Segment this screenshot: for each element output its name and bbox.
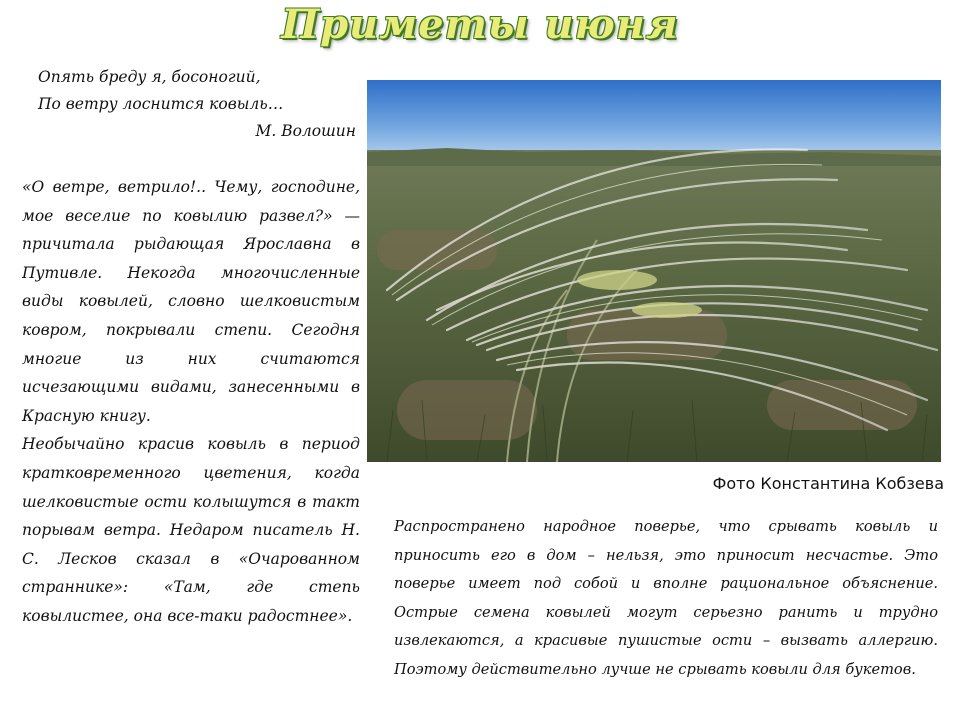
main-paragraph-1: «О ветре, ветрило!.. Чему, господине, мое веселие по ковылию развел?» — причитала рыдающая Ярославна в Путивле. Некогда многочисленные виды ковылей, словно шелковистым ковром, покрывали степи. Сегодня многие из них считаются исчезающими видами, занесенными в Красную книгу. [22,178,360,425]
epigraph-line-1: Опять бреду я, босоногий, [38,68,261,86]
folk-belief-paragraph: Распространено народное поверье, что срывать ковыль и приносить его в дом – нельзя, это приносит несчастье. Это поверье имеет под собой и вполне рациональное объяснение. Острые семена ковылей могут серьезно ранить и трудно извлекаются, а красивые пушистые ости – вызвать аллергию. Поэтому действительно лучше не срывать ковыли для букетов. [394,518,938,678]
epigraph-line-2: По ветру лоснится ковыль… [38,95,284,113]
epigraph [38,64,358,145]
page-title: Приметы июня [281,1,679,48]
feather-grass-photo [367,80,941,462]
main-text [22,173,360,631]
photo-caption: Фото Константина Кобзева [712,474,944,493]
main-paragraph-2: Необычайно красив ковыль в период кратковременного цветения, когда шелковистые ости колышутся в такт порывам ветра. Недаром писатель Н. С. Лесков сказал в «Очарованном страннике»: «Там, где степь ковылистее, она все-таки радостнее». [22,435,360,625]
folk-belief-text [394,513,938,685]
epigraph-author: М. Волошин [255,122,356,140]
